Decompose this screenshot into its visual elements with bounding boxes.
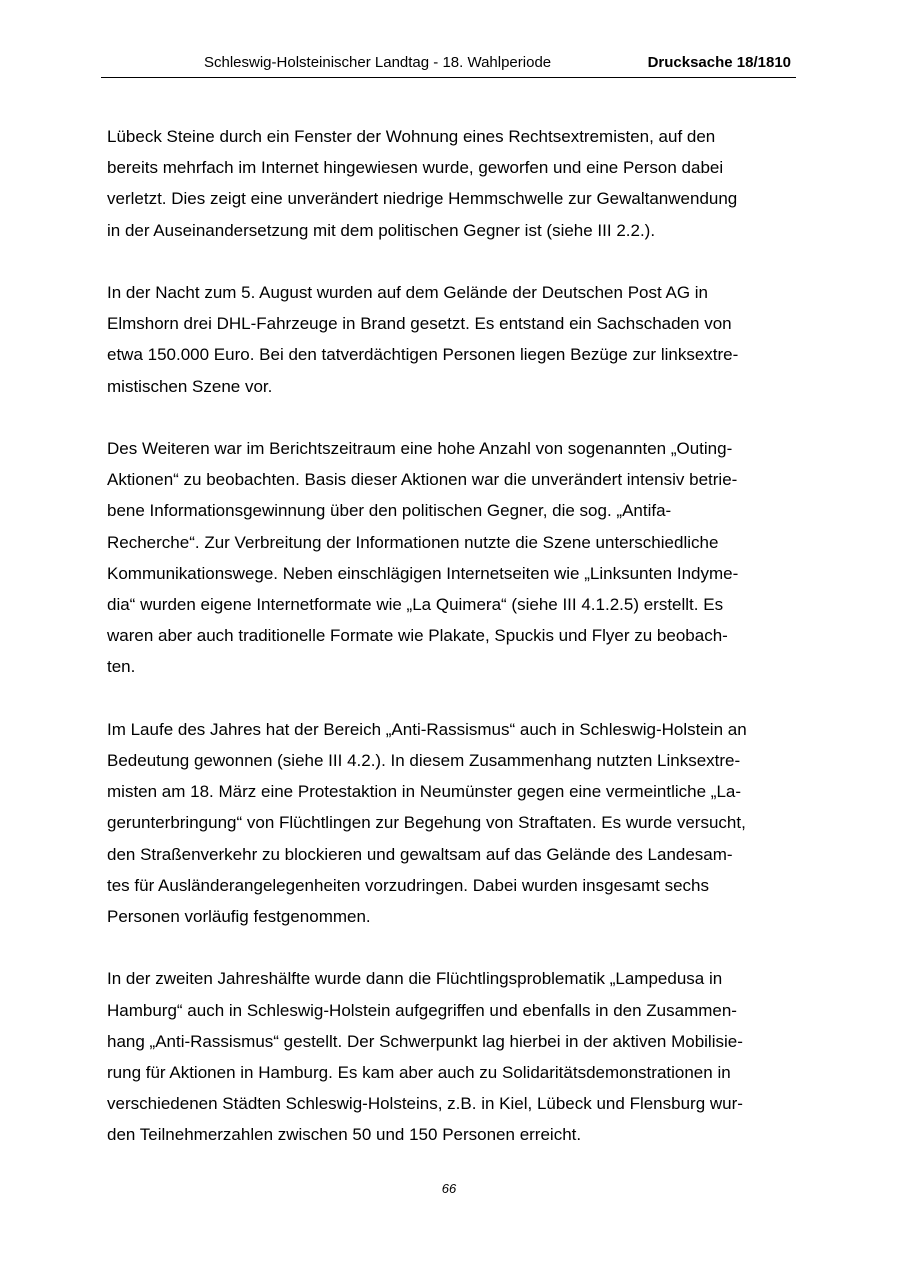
text-line: In der Nacht zum 5. August wurden auf dem Gelände der Deutschen Post AG in — [107, 283, 709, 302]
paragraph — [107, 121, 797, 246]
text-line: Elmshorn drei DHL-Fahrzeuge in Brand gesetzt. Es entstand ein Sachschaden von — [107, 314, 732, 334]
paragraph — [107, 963, 797, 1150]
document-number: Drucksache 18/1810 — [647, 54, 791, 71]
text-line: In der zweiten Jahreshälfte wurde dann die Flüchtlingsproblematik „Lampedusa in — [107, 969, 723, 989]
text-line: in der Auseinandersetzung mit dem politischen Gegner ist (siehe III 2.2.). — [107, 220, 656, 240]
text-line: gerunterbringung“ von Flüchtlingen zur Begehung von Straftaten. Es wurde versucht, — [107, 813, 746, 833]
text-line: Personen vorläufig festgenommen. — [107, 907, 371, 927]
paragraph — [107, 277, 797, 402]
page-header — [101, 50, 796, 78]
text-line: waren aber auch traditionelle Formate wie Plakate, Spuckis und Flyer zu beobach- — [107, 626, 728, 646]
paragraph — [107, 714, 797, 932]
paragraph — [107, 433, 797, 683]
text-line: den Teilnehmerzahlen zwischen 50 und 150 Personen erreicht. — [107, 1125, 582, 1145]
text-line: ten. — [107, 657, 136, 677]
text-line: bene Informationsgewinnung über den politischen Gegner, die sog. „Antifa- — [107, 501, 672, 521]
text-line: verschiedenen Städten Schleswig-Holsteins, z.B. in Kiel, Lübeck und Flensburg wur- — [107, 1094, 743, 1114]
document-body — [107, 121, 797, 1182]
text-line: Aktionen“ zu beobachten. Basis dieser Aktionen war die unverändert intensiv betrie- — [107, 470, 738, 490]
text-line: bereits mehrfach im Internet hingewiesen wurde, geworfen und eine Person dabei — [107, 158, 724, 178]
text-line: rung für Aktionen in Hamburg. Es kam aber auch zu Solidaritätsdemonstrationen in — [107, 1063, 731, 1083]
header-title: Schleswig-Holsteinischer Landtag - 18. Wahlperiode — [204, 54, 552, 71]
text-line: Hamburg“ auch in Schleswig-Holstein aufgegriffen und ebenfalls in den Zusammen- — [107, 1000, 737, 1020]
page-number: 66 — [441, 1181, 457, 1196]
text-line: mistischen Szene vor. — [107, 376, 273, 396]
text-line: tes für Ausländerangelegenheiten vorzudringen. Dabei wurden insgesamt sechs — [107, 875, 709, 895]
text-line: Bedeutung gewonnen (siehe III 4.2.). In diesem Zusammenhang nutzten Linksextre- — [107, 751, 741, 771]
text-line: hang „Anti-Rassismus“ gestellt. Der Schwerpunkt lag hierbei in der aktiven Mobilisie- — [107, 1031, 743, 1051]
text-line: dia“ wurden eigene Internetformate wie „La Quimera“ (siehe III 4.1.2.5) erstellt. Es — [107, 595, 724, 615]
text-line: Im Laufe des Jahres hat der Bereich „Anti-Rassismus“ auch in Schleswig-Holstein an — [107, 719, 747, 739]
text-line: Des Weiteren war im Berichtszeitraum eine hohe Anzahl von sogenannten „Outing- — [107, 439, 733, 458]
text-line: Lübeck Steine durch ein Fenster der Wohnung eines Rechtsextremisten, auf den — [107, 127, 716, 146]
text-line: Kommunikationswege. Neben einschlägigen Internetseiten wie „Linksunten Indyme- — [107, 563, 739, 583]
text-line: den Straßenverkehr zu blockieren und gewaltsam auf das Gelände des Landesam- — [107, 844, 733, 864]
text-line: verletzt. Dies zeigt eine unverändert niedrige Hemmschwelle zur Gewaltanwendung — [107, 189, 738, 209]
text-line: misten am 18. März eine Protestaktion in Neumünster gegen eine vermeintliche „La- — [107, 782, 742, 802]
text-line: etwa 150.000 Euro. Bei den tatverdächtigen Personen liegen Bezüge zur linksextre- — [107, 345, 739, 365]
text-line: Recherche“. Zur Verbreitung der Informationen nutzte die Szene unterschiedliche — [107, 532, 719, 552]
